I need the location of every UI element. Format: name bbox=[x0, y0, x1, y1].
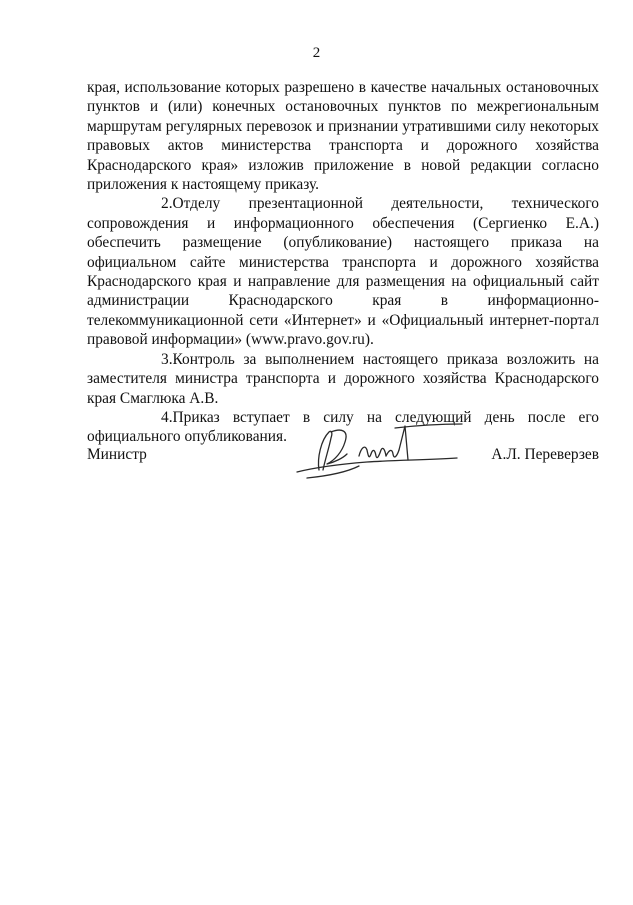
paragraph-text: края, использование которых разрешено в качестве начальных остановочных пунктов и (или) конечных остановочных пунктов по межрегиональным маршрутам регулярных перевозок и признании утратившими силу некоторых правовых актов министерства транспорта и дорожного хозяйства Краснодарского края» изложив приложение в новой редакции согласно приложения к настоящему приказу. bbox=[87, 79, 599, 194]
paragraph-number: 3. bbox=[161, 350, 173, 368]
paragraph-continuation bbox=[87, 78, 599, 194]
paragraph-text: Приказ вступает в силу на следующий день после его официального опубликования. bbox=[87, 408, 599, 446]
paragraph-text: Отделу презентационной деятельности, технического сопровождения и информационного обеспечения (Сергиенко Е.А.) обеспечить размещение (опубликование) настоящего приказа на официальном сайте министерства транспорта и дорожного хозяйства Краснодарского края и направление для размещения на официальный сайт администрации Краснодарского края в информационно-телекоммуникационной сети «Интернет» и «Официальный интернет-портал правовой информации» (www.pravo.gov.ru). bbox=[87, 195, 599, 349]
signature-block bbox=[87, 442, 599, 482]
paragraph-text: Контроль за выполнением настоящего приказа возложить на заместителя министра транспорта и дорожного хозяйства Краснодарского края Смаглюка А.В. bbox=[87, 350, 599, 407]
paragraph-number: 2. bbox=[161, 195, 173, 213]
paragraph-number: 4. bbox=[161, 408, 173, 426]
page-number: 2 bbox=[312, 45, 321, 61]
paragraph-2 bbox=[87, 194, 599, 349]
signature-strokes bbox=[297, 424, 462, 478]
document-body bbox=[87, 78, 599, 447]
signer-position: Министр bbox=[87, 446, 147, 463]
handwritten-signature bbox=[287, 420, 467, 486]
paragraph-3 bbox=[87, 350, 599, 408]
signer-name: А.Л. Переверзев bbox=[491, 446, 599, 463]
